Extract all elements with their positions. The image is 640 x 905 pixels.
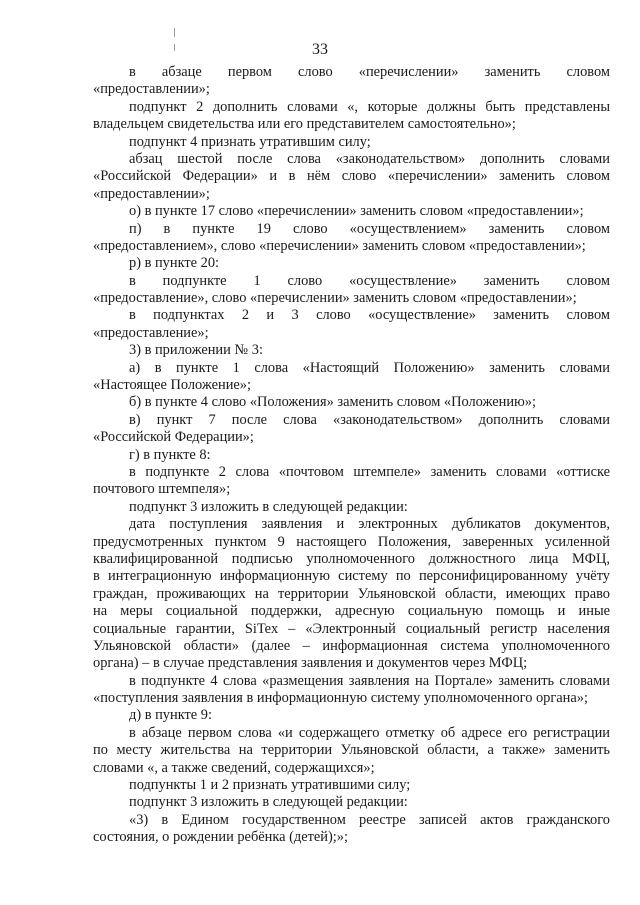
- text-line: «предоставлении»;: [93, 81, 210, 98]
- text-line: в) пункт 7 после слова «законодательством» дополнить словами: [129, 411, 610, 428]
- text-line: дата поступления заявления и электронных дубликатов документов,: [129, 516, 610, 533]
- text-line: «поступления заявления в информационную систему уполномоченного органа»;: [93, 690, 588, 707]
- text-line: квалифицированной подписью уполномоченного должностного лица МФЦ,: [93, 550, 610, 567]
- text-line: б) в пункте 4 слово «Положения» заменить словом «Положению»;: [129, 394, 536, 411]
- text-line: социальные гарантии, SiTex – «Электронный социальный регистр населения: [93, 620, 610, 637]
- text-line: состояния, о рождении ребёнка (детей);»;: [93, 829, 348, 846]
- text-line: подпункт 4 признать утратившим силу;: [129, 133, 371, 150]
- text-line: почтового штемпеля»;: [93, 481, 231, 498]
- document-body: [93, 64, 610, 847]
- text-line: «предоставление»;: [93, 324, 209, 341]
- text-line: по месту жительства на территории Ульяновской области, а также» заменить: [93, 742, 610, 759]
- text-line: подпункт 2 дополнить словами «, которые должны быть представлены: [129, 98, 610, 115]
- text-line: «3) в Едином государственном реестре записей актов гражданского: [129, 811, 610, 828]
- text-line: в подпункте 2 слова «почтовом штемпеле» заменить словами «оттиске: [129, 463, 610, 480]
- text-line: органа) – в случае представления заявления и документов через МФЦ;: [93, 655, 528, 672]
- page-number: 33: [312, 41, 328, 58]
- text-line: подпункт 3 изложить в следующей редакции:: [129, 794, 408, 811]
- text-line: в интеграционную информационную систему по персонифицированному учёту: [93, 568, 610, 585]
- text-line: «Российской Федерации»;: [93, 429, 254, 446]
- text-line: в подпунктах 2 и 3 слово «осуществление» заменить словом: [129, 307, 610, 324]
- text-line: в абзаце первом слово «перечислении» заменить словом: [129, 64, 610, 80]
- text-line: словами «, а также сведений, содержащихся»;: [93, 759, 375, 776]
- text-line: граждан, проживающих на территории Ульяновской области, имеющих право: [93, 585, 610, 602]
- text-line: в подпункте 1 слово «осуществление» заменить словом: [129, 272, 610, 289]
- text-line: «Настоящее Положение»;: [93, 377, 251, 394]
- text-line: владельцем свидетельства или его представителем самостоятельно»;: [93, 116, 516, 133]
- text-line: в абзаце первом слова «и содержащего отметку об адресе его регистрации: [129, 724, 610, 741]
- text-line: р) в пункте 20:: [129, 255, 220, 272]
- text-line: подпункты 1 и 2 признать утратившими силу;: [129, 777, 411, 794]
- text-line: «предоставлением», слово «перечислении» заменить словом «предоставлении»;: [93, 237, 586, 254]
- text-line: о) в пункте 17 слово «перечислении» заменить словом «предоставлении»;: [129, 203, 584, 220]
- text-line: 3) в приложении № 3:: [129, 342, 263, 359]
- text-line: подпункт 3 изложить в следующей редакции:: [129, 498, 408, 515]
- text-line: на меры социальной поддержки, адресную социальную помощь и иные: [93, 603, 610, 620]
- text-line: «предоставлении»;: [93, 185, 210, 202]
- text-line: г) в пункте 8:: [129, 446, 211, 463]
- text-line: в подпункте 4 слова «размещения заявления на Портале» заменить словами: [129, 672, 610, 689]
- text-line: Ульяновской области» (далее – информационная система уполномоченного: [93, 637, 610, 654]
- text-line: п) в пункте 19 слово «осуществлением» заменить словом: [129, 220, 610, 237]
- text-line: «Российской Федерации» и в нём слово «перечислении» заменить словом: [93, 168, 610, 185]
- text-line: абзац шестой после слова «законодательством» дополнить словами: [129, 150, 610, 167]
- scan-artifact-mark: [174, 28, 175, 37]
- text-line: а) в пункте 1 слова «Настоящий Положению» заменить словами: [129, 359, 610, 376]
- text-line: предусмотренных пунктом 9 настоящего Положения, заверенных усиленной: [93, 533, 610, 550]
- text-line: «предоставление», слово «перечислении» заменить словом «предоставлении»;: [93, 290, 577, 307]
- text-line: д) в пункте 9:: [129, 707, 212, 724]
